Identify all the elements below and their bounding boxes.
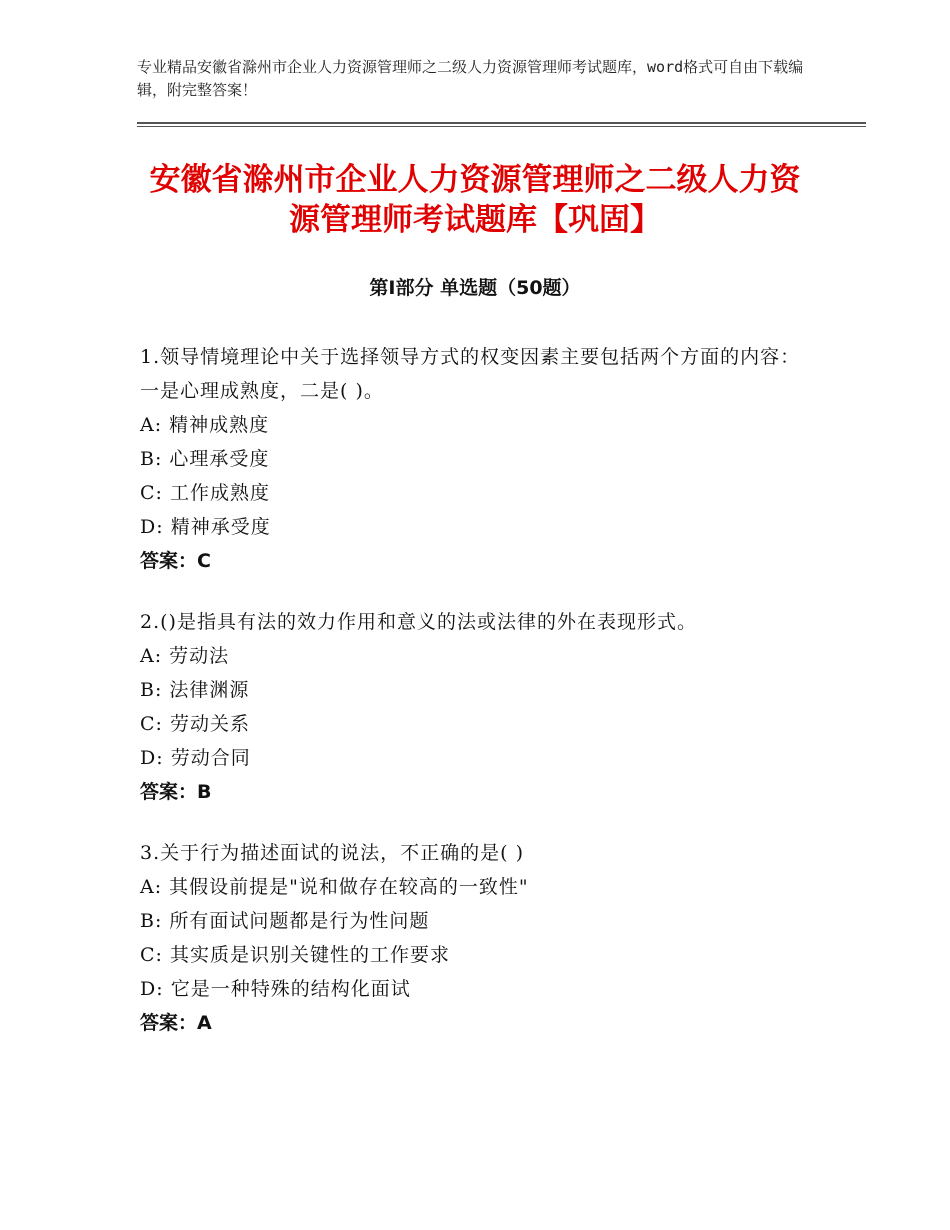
option-letter: A: (140, 414, 163, 436)
header-note: 专业精品安徽省滁州市企业人力资源管理师之二级人力资源管理师考试题库，word格式可自由下载编辑，附完整答案！ (137, 58, 804, 99)
question-stem: 2.()是指具有法的效力作用和意义的法或法律的外在表现形式。 (140, 611, 697, 633)
section-heading: 第Ⅰ部分 单选题（50题） (369, 277, 581, 299)
option-b (140, 442, 820, 476)
option-a (140, 870, 820, 904)
header-divider (137, 122, 866, 124)
question-list (140, 340, 820, 1067)
option-letter: B: (140, 910, 163, 932)
question-stem: 3.关于行为描述面试的说法，不正确的是( ) (140, 842, 524, 864)
option-text: 其实质是识别关键性的工作要求 (170, 944, 451, 966)
option-d (140, 972, 820, 1006)
option-letter: A: (140, 645, 163, 667)
option-text: 心理承受度 (169, 448, 270, 470)
document-title: 安徽省滁州市企业人力资源管理师之二级人力资源管理师考试题库【巩固】 (149, 162, 801, 238)
question-1 (140, 340, 820, 578)
option-letter: C: (140, 482, 163, 504)
option-text: 劳动关系 (170, 713, 251, 735)
answer: 答案：A (140, 1012, 212, 1034)
option-letter: C: (140, 944, 163, 966)
option-b (140, 673, 820, 707)
option-text: 它是一种特殊的结构化面试 (170, 978, 411, 1000)
option-text: 劳动合同 (170, 747, 251, 769)
answer: 答案：C (140, 550, 211, 572)
question-stem: 1.领导情境理论中关于选择领导方式的权变因素主要包括两个方面的内容：一是心理成熟度，二是( )。 (140, 346, 801, 402)
question-3 (140, 836, 820, 1040)
option-letter: B: (140, 448, 163, 470)
option-a (140, 639, 820, 673)
option-letter: D: (140, 516, 164, 538)
option-text: 精神承受度 (170, 516, 271, 538)
option-c (140, 707, 820, 741)
option-text: 其假设前提是"说和做存在较高的一致性" (169, 876, 529, 898)
option-letter: A: (140, 876, 163, 898)
option-text: 工作成熟度 (170, 482, 271, 504)
option-text: 劳动法 (169, 645, 230, 667)
header-divider-thin (137, 126, 866, 127)
answer: 答案：B (140, 781, 212, 803)
option-c (140, 938, 820, 972)
option-text: 所有面试问题都是行为性问题 (169, 910, 430, 932)
option-text: 法律渊源 (169, 679, 250, 701)
option-a (140, 408, 820, 442)
option-text: 精神成熟度 (169, 414, 270, 436)
option-letter: D: (140, 978, 164, 1000)
option-b (140, 904, 820, 938)
option-d (140, 510, 820, 544)
option-c (140, 476, 820, 510)
question-2 (140, 605, 820, 809)
option-d (140, 741, 820, 775)
option-letter: B: (140, 679, 163, 701)
option-letter: C: (140, 713, 163, 735)
option-letter: D: (140, 747, 164, 769)
